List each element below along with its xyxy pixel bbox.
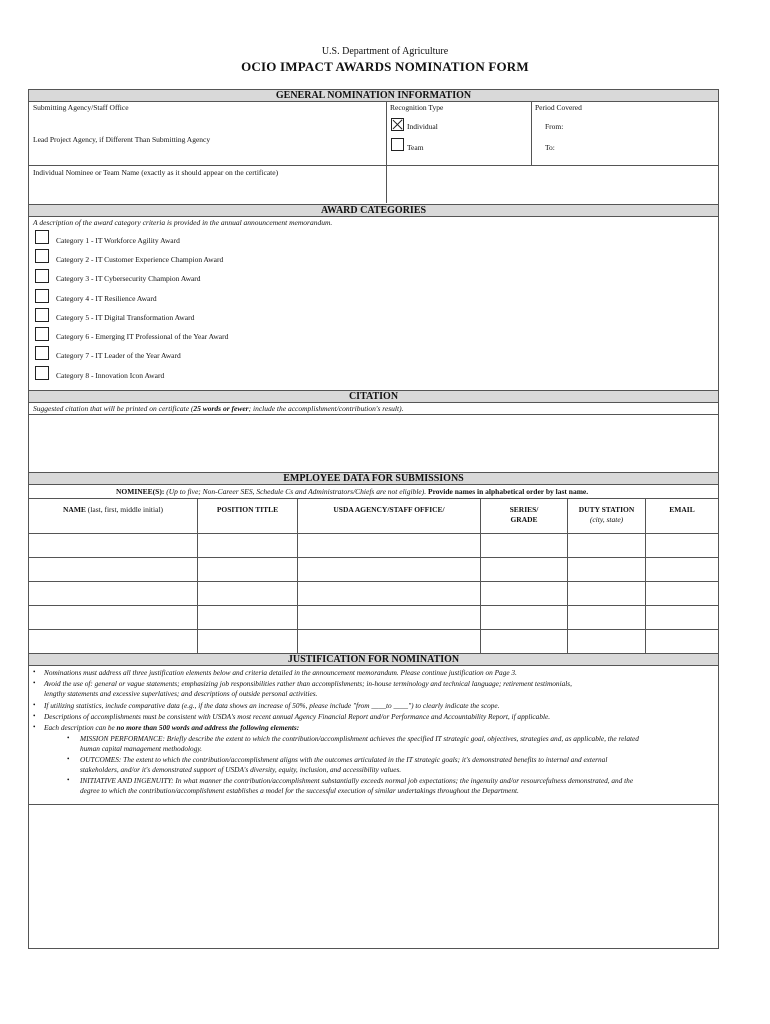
divider — [531, 101, 532, 165]
sub-bullet-mission: MISSION PERFORMANCE: Briefly describe the extent to which the contribution/accomplishment achieves the specified IT strategic goal, objectives, strategies and, as applicable, the related — [80, 734, 639, 743]
nominees-note: NOMINEE(S): (Up to five; Non-Career SES, Schedule Cs and Administrators/Chiefs are not eligible). Provide names in alphabetical order by last name. — [116, 487, 589, 496]
sub-bullet-initiative: INITIATIVE AND INGENUITY: In what manner the contribution/accomplishment substantially exceeds normal job expectations; the ingenuity and/or resourcefulness demonstrated, and the — [80, 776, 634, 785]
table-row[interactable] — [29, 582, 718, 605]
individual-checkbox[interactable] — [391, 118, 404, 131]
divider — [386, 101, 387, 203]
category-8-label: Category 8 - Innovation Icon Award — [56, 371, 165, 380]
category-6-label: Category 6 - Emerging IT Professional of the Year Award — [56, 332, 229, 341]
bullet-icon: • — [33, 679, 36, 687]
category-8-checkbox[interactable] — [35, 366, 49, 380]
table-row[interactable] — [29, 630, 718, 653]
citation-text-area[interactable] — [29, 415, 718, 471]
bullet-icon: • — [33, 723, 36, 731]
bullet-icon: • — [33, 701, 36, 709]
justification-bullet-1: Nominations must address all three justification elements below and criteria detailed in the announcement memorandum. Please continue justification on Page 3. — [44, 668, 517, 677]
team-label: Team — [407, 143, 424, 152]
category-2-checkbox[interactable] — [35, 249, 49, 263]
category-5-checkbox[interactable] — [35, 308, 49, 322]
submitting-agency-field[interactable]: Submitting Agency/Staff Office — [33, 103, 129, 112]
divider — [28, 498, 719, 499]
award-categories-header: AWARD CATEGORIES — [28, 204, 719, 217]
justification-header: JUSTIFICATION FOR NOMINATION — [28, 653, 719, 666]
employee-data-header: EMPLOYEE DATA FOR SUBMISSIONS — [28, 472, 719, 485]
grade-column-header: GRADE — [510, 515, 538, 524]
sub-bullet-outcomes: OUTCOMES: The extent to which the contribution/accomplishment aligns with the outcomes articulated in the IT strategic goals; it's demonstrated benefits to internal and external — [80, 755, 608, 764]
category-1-label: Category 1 - IT Workforce Agility Award — [56, 236, 180, 245]
citation-note: Suggested citation that will be printed on certificate (25 words or fewer; include the accomplishment/contribution's result). — [33, 404, 404, 413]
category-3-label: Category 3 - IT Cybersecurity Champion Award — [56, 274, 201, 283]
bullet-icon: • — [33, 712, 36, 720]
table-row[interactable] — [29, 558, 718, 581]
duty-station-subheader: (city, state) — [589, 515, 624, 524]
sub-bullet-mission-cont: human capital management methodology. — [80, 744, 203, 753]
justification-bullet-2: Avoid the use of: general or vague statements; emphasizing job responsibilities rather than accomplishments; in-house terminology and technical language; retirement testimonials, — [44, 679, 572, 688]
justification-bullet-3: If utilizing statistics, include comparative data (e.g., if the data shows an increase of 50%, please include "from ____to ____") to clearly indicate the scope. — [44, 701, 500, 710]
category-6-checkbox[interactable] — [35, 327, 49, 341]
lead-agency-field[interactable]: Lead Project Agency, if Different Than Submitting Agency — [33, 135, 211, 144]
table-row[interactable] — [29, 606, 718, 629]
period-covered-label: Period Covered — [535, 103, 582, 112]
duty-station-column-header: DUTY STATION — [578, 505, 635, 514]
recognition-type-label: Recognition Type — [390, 103, 444, 112]
bullet-icon: • — [67, 776, 70, 784]
category-7-label: Category 7 - IT Leader of the Year Award — [56, 351, 181, 360]
to-field[interactable]: To: — [545, 143, 555, 152]
team-checkbox[interactable] — [391, 138, 404, 151]
justification-bullet-4: Descriptions of accomplishments must be consistent with USDA's most recent annual Agency Financial Report and/or Performance and Accountability Report, if applicable. — [44, 712, 551, 721]
email-column-header: EMAIL — [669, 505, 695, 514]
table-row[interactable] — [29, 534, 718, 557]
justification-text-area[interactable] — [29, 805, 718, 948]
sub-bullet-initiative-cont: degree to which the contribution/accomplishment establishes a model for the successful execution of similar undertakings throughout the Department. — [80, 786, 519, 795]
bullet-icon: • — [67, 755, 70, 763]
category-4-checkbox[interactable] — [35, 289, 49, 303]
nominee-name-field[interactable]: Individual Nominee or Team Name (exactly as it should appear on the certificate) — [33, 168, 279, 177]
from-field[interactable]: From: — [545, 122, 564, 131]
category-5-label: Category 5 - IT Digital Transformation Award — [56, 313, 195, 322]
divider — [28, 165, 719, 166]
agency-column-header: USDA AGENCY/STAFF OFFICE/ — [333, 505, 445, 514]
department-name: U.S. Department of Agriculture — [321, 46, 449, 57]
category-4-label: Category 4 - IT Resilience Award — [56, 294, 157, 303]
category-7-checkbox[interactable] — [35, 346, 49, 360]
bullet-icon: • — [67, 734, 70, 742]
award-description: A description of the award category criteria is provided in the annual announcement memorandum. — [33, 218, 333, 227]
category-3-checkbox[interactable] — [35, 269, 49, 283]
general-section-header: GENERAL NOMINATION INFORMATION — [28, 89, 719, 102]
series-column-header: SERIES/ — [509, 505, 539, 514]
citation-header: CITATION — [28, 390, 719, 403]
name-column-header: NAME (last, first, middle initial) — [63, 505, 163, 514]
sub-bullet-outcomes-cont: stakeholders, and/or it's demonstrated support of USDA's diversity, equity, inclusion, and accessibility values. — [80, 765, 402, 774]
position-column-header: POSITION TITLE — [216, 505, 279, 514]
category-2-label: Category 2 - IT Customer Experience Champion Award — [56, 255, 224, 264]
individual-label: Individual — [407, 122, 438, 131]
category-1-checkbox[interactable] — [35, 230, 49, 244]
justification-bullet-2-cont: lengthy statements and excessive superlatives; and descriptions of outside personal activities. — [44, 689, 318, 698]
justification-bullet-5: Each description can be no more than 500 words and address the following elements: — [44, 723, 300, 732]
bullet-icon: • — [33, 668, 36, 676]
form-title: OCIO IMPACT AWARDS NOMINATION FORM — [241, 59, 529, 74]
